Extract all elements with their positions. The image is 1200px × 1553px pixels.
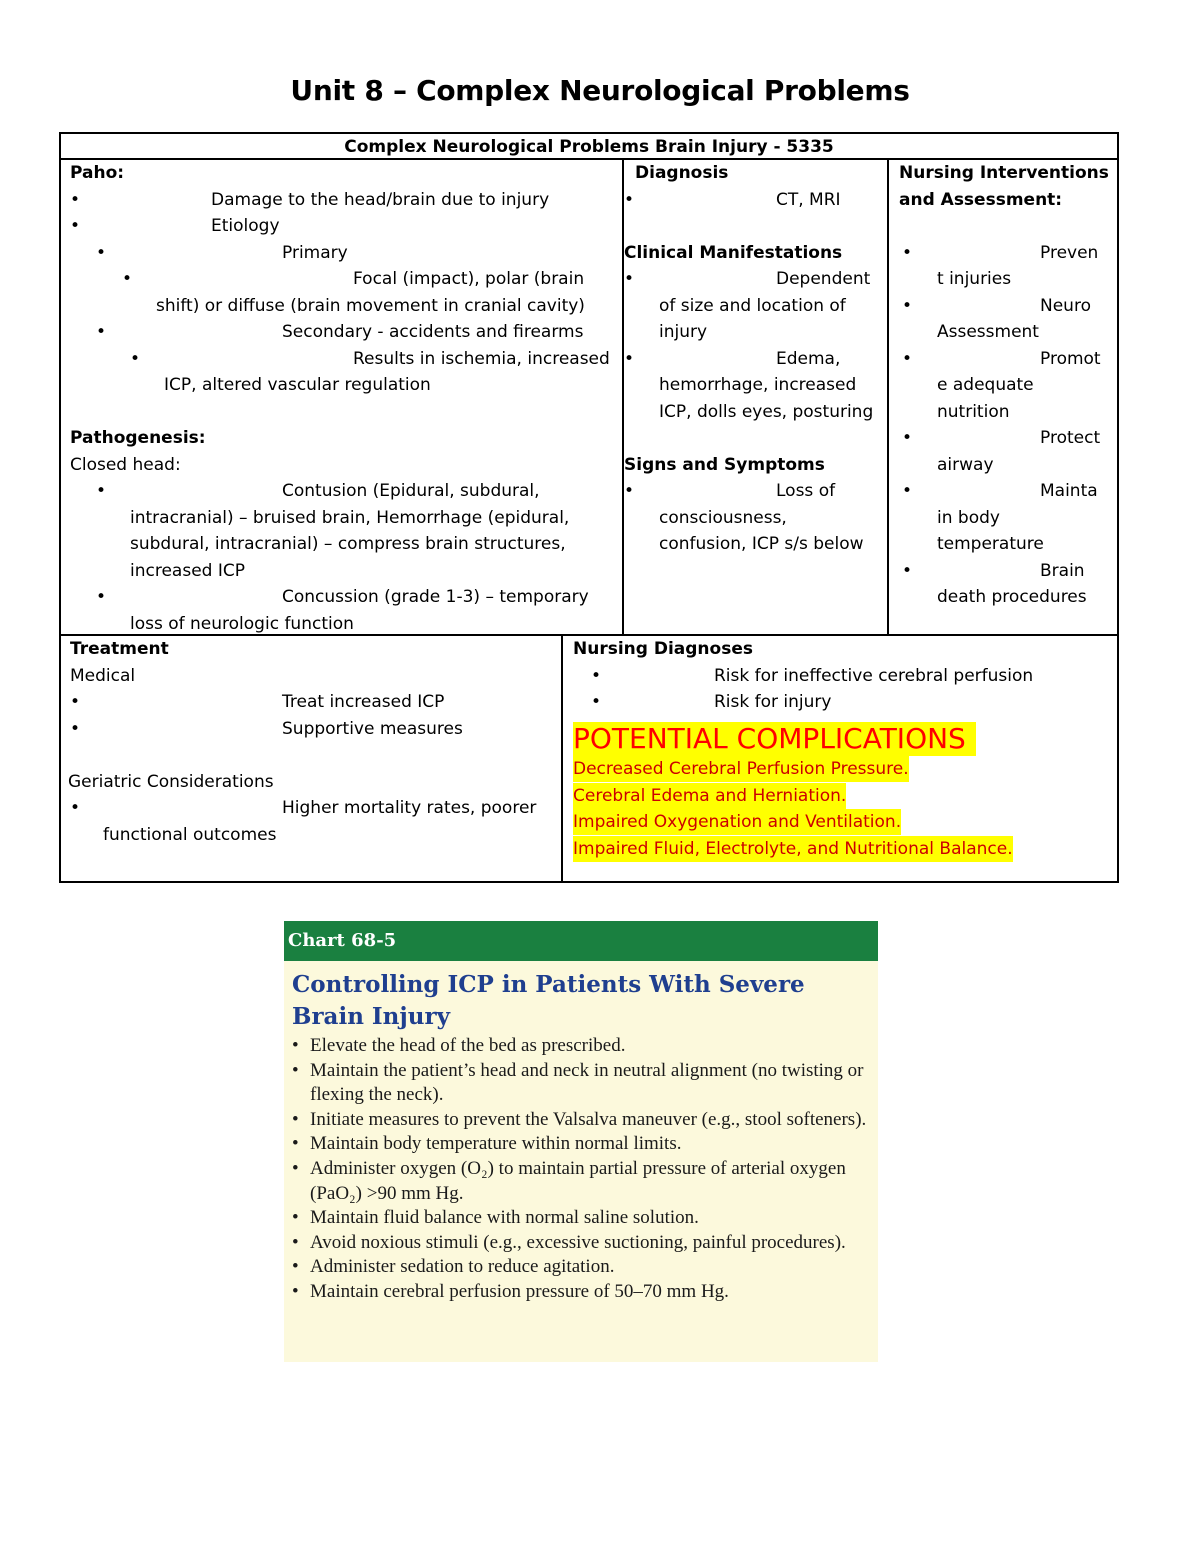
chart-list-item bbox=[288, 1231, 868, 1256]
table-divider bbox=[887, 158, 889, 636]
interventions-line: Promot bbox=[1040, 348, 1101, 369]
chart-item-text: Administer oxygen (O₂) to maintain partial pressure of arterial oxygen (PaO₂) >90 mm Hg. bbox=[310, 1157, 846, 1204]
bullet: • bbox=[122, 269, 133, 289]
chart-list-item bbox=[288, 1132, 868, 1157]
clinical-line: Edema, bbox=[776, 348, 841, 369]
paho-line: Etiology bbox=[211, 216, 280, 236]
pathogenesis-line: loss of neurologic function bbox=[130, 613, 354, 634]
interventions-line: Protect bbox=[1040, 428, 1101, 448]
chart-title: Controlling ICP in Patients With Severe Brain Injury bbox=[292, 971, 805, 1030]
signs-line: consciousness, bbox=[659, 507, 787, 528]
complication-item: Impaired Fluid, Electrolyte, and Nutritional Balance. bbox=[573, 836, 1013, 862]
signs-heading: Signs and Symptoms bbox=[624, 454, 825, 475]
clinical-line: hemorrhage, increased bbox=[659, 375, 857, 395]
bullet: • bbox=[70, 189, 81, 210]
paho-line: ICP, altered vascular regulation bbox=[164, 375, 431, 395]
paho-line: Focal (impact), polar (brain bbox=[353, 269, 585, 289]
bullet: • bbox=[624, 189, 635, 210]
interventions-line: Preven bbox=[1040, 242, 1099, 263]
bullet: • bbox=[292, 1108, 299, 1130]
chart-item-text: Maintain fluid balance with normal saline solution. bbox=[310, 1207, 699, 1229]
chart-item-text: Initiate measures to prevent the Valsalva maneuver (e.g., stool softeners). bbox=[310, 1108, 867, 1130]
bullet: • bbox=[292, 1280, 299, 1302]
chart-item-text: Maintain the patient’s head and neck in neutral alignment (no twisting or flexing the neck). bbox=[310, 1059, 864, 1106]
page-title: Unit 8 – Complex Neurological Problems bbox=[290, 74, 910, 107]
clinical-heading: Clinical Manifestations bbox=[624, 242, 843, 263]
diagnoses-line: Risk for injury bbox=[714, 692, 832, 712]
paho-line: Primary bbox=[282, 242, 348, 263]
table-divider bbox=[561, 634, 563, 883]
paho-line: Secondary - accidents and firearms bbox=[282, 322, 584, 342]
chart-list-item bbox=[288, 1059, 868, 1108]
bullet: • bbox=[902, 428, 913, 448]
bullet: • bbox=[292, 1059, 299, 1081]
bullet: • bbox=[902, 242, 913, 263]
diagnosis-cell bbox=[624, 160, 886, 558]
interventions-line: in body bbox=[937, 507, 1000, 528]
table-header: Complex Neurological Problems Brain Injury - 5335 bbox=[344, 137, 834, 157]
bullet: • bbox=[96, 242, 107, 263]
diagnosis-line: CT, MRI bbox=[776, 189, 841, 210]
interventions-line: airway bbox=[937, 454, 994, 475]
bullet: • bbox=[96, 481, 107, 501]
bullet: • bbox=[70, 798, 81, 818]
interventions-line: e adequate bbox=[937, 375, 1034, 395]
interventions-heading: and Assessment: bbox=[899, 189, 1063, 210]
geriatric-line: functional outcomes bbox=[103, 824, 277, 845]
bullet: • bbox=[292, 1256, 299, 1278]
bullet: • bbox=[292, 1157, 299, 1179]
bullet: • bbox=[70, 216, 81, 236]
treatment-cell bbox=[70, 636, 558, 848]
interventions-line: t injuries bbox=[937, 269, 1012, 289]
chart-item-text: Avoid noxious stimuli (e.g., excessive suctioning, painful procedures). bbox=[310, 1231, 846, 1253]
diagnosis-heading: Diagnosis bbox=[635, 163, 729, 183]
bullet: • bbox=[591, 665, 602, 686]
interventions-line: Assessment bbox=[937, 322, 1039, 342]
chart-list-item bbox=[288, 1108, 868, 1133]
signs-line: Loss of bbox=[776, 481, 836, 501]
bullet: • bbox=[624, 269, 635, 289]
chart-label: Chart 68-5 bbox=[284, 921, 878, 961]
bullet: • bbox=[96, 322, 107, 342]
bullet: • bbox=[96, 587, 107, 607]
bullet: • bbox=[70, 692, 81, 712]
bullet: • bbox=[902, 348, 913, 369]
complication-item: Decreased Cerebral Perfusion Pressure. bbox=[573, 756, 909, 782]
interventions-line: Mainta bbox=[1040, 481, 1098, 501]
interventions-line: nutrition bbox=[937, 401, 1010, 422]
chart-list-item bbox=[288, 1034, 868, 1059]
geriatric-heading: Geriatric Considerations bbox=[68, 771, 274, 792]
paho-cell bbox=[70, 160, 620, 637]
interventions-heading: Nursing Interventions bbox=[899, 163, 1109, 183]
paho-line: Results in ischemia, increased bbox=[353, 348, 610, 369]
diagnoses-line: Risk for ineffective cerebral perfusion bbox=[714, 665, 1034, 686]
bullet: • bbox=[292, 1207, 299, 1229]
pathogenesis-line: intracranial) – bruised brain, Hemorrhage (epidural, bbox=[130, 507, 570, 528]
treatment-line: Treat increased ICP bbox=[282, 692, 445, 712]
chart-list-item bbox=[288, 1206, 868, 1231]
pathogenesis-sub: Closed head: bbox=[70, 454, 181, 475]
clinical-line: Dependent bbox=[776, 269, 871, 289]
chart-68-5-box bbox=[284, 921, 878, 1362]
bullet: • bbox=[624, 348, 635, 369]
geriatric-line: Higher mortality rates, poorer bbox=[282, 798, 537, 818]
treatment-heading: Treatment bbox=[70, 639, 169, 659]
clinical-line: injury bbox=[659, 322, 708, 342]
bullet: • bbox=[70, 718, 81, 739]
complication-item: Cerebral Edema and Herniation. bbox=[573, 783, 846, 809]
bullet: • bbox=[292, 1133, 299, 1155]
chart-list-item bbox=[288, 1157, 868, 1206]
paho-line: Damage to the head/brain due to injury bbox=[211, 189, 550, 210]
bullet: • bbox=[591, 692, 602, 712]
paho-heading: Paho: bbox=[70, 163, 125, 183]
bullet: • bbox=[130, 348, 141, 369]
pathogenesis-line: increased ICP bbox=[130, 560, 245, 581]
bullet: • bbox=[292, 1231, 299, 1253]
pathogenesis-line: Concussion (grade 1-3) – temporary bbox=[282, 587, 589, 607]
complications-heading: POTENTIAL COMPLICATIONS bbox=[573, 722, 976, 756]
chart-item-text: Maintain cerebral perfusion pressure of 50–70 mm Hg. bbox=[310, 1280, 729, 1302]
nursing-diagnoses-cell bbox=[573, 636, 1113, 862]
nursing-interventions-cell bbox=[899, 160, 1115, 611]
interventions-line: death procedures bbox=[937, 587, 1087, 607]
signs-line: confusion, ICP s/s below bbox=[659, 534, 864, 554]
diagnoses-heading: Nursing Diagnoses bbox=[573, 639, 753, 659]
paho-line: shift) or diffuse (brain movement in cranial cavity) bbox=[156, 295, 585, 316]
complication-item: Impaired Oxygenation and Ventilation. bbox=[573, 809, 901, 835]
chart-list-item bbox=[288, 1280, 868, 1305]
treatment-line: Supportive measures bbox=[282, 718, 463, 739]
treatment-sub: Medical bbox=[70, 665, 136, 686]
bullet: • bbox=[292, 1035, 299, 1056]
clinical-line: of size and location of bbox=[659, 295, 846, 316]
interventions-line: Neuro bbox=[1040, 295, 1091, 316]
bullet: • bbox=[902, 481, 913, 501]
pathogenesis-line: Contusion (Epidural, subdural, bbox=[282, 481, 540, 501]
pathogenesis-line: subdural, intracranial) – compress brain structures, bbox=[130, 534, 566, 554]
bullet: • bbox=[902, 560, 913, 581]
pathogenesis-heading: Pathogenesis: bbox=[70, 428, 206, 448]
chart-list bbox=[288, 1034, 868, 1305]
chart-item-text: Maintain body temperature within normal limits. bbox=[310, 1133, 682, 1155]
interventions-line: Brain bbox=[1040, 560, 1085, 581]
chart-list-item bbox=[288, 1255, 868, 1280]
chart-item-text: Administer sedation to reduce agitation. bbox=[310, 1256, 615, 1278]
bullet: • bbox=[624, 481, 635, 501]
clinical-line: ICP, dolls eyes, posturing bbox=[659, 401, 874, 422]
chart-item-text: Elevate the head of the bed as prescribed. bbox=[310, 1035, 626, 1056]
bullet: • bbox=[902, 295, 913, 316]
interventions-line: temperature bbox=[937, 534, 1044, 554]
